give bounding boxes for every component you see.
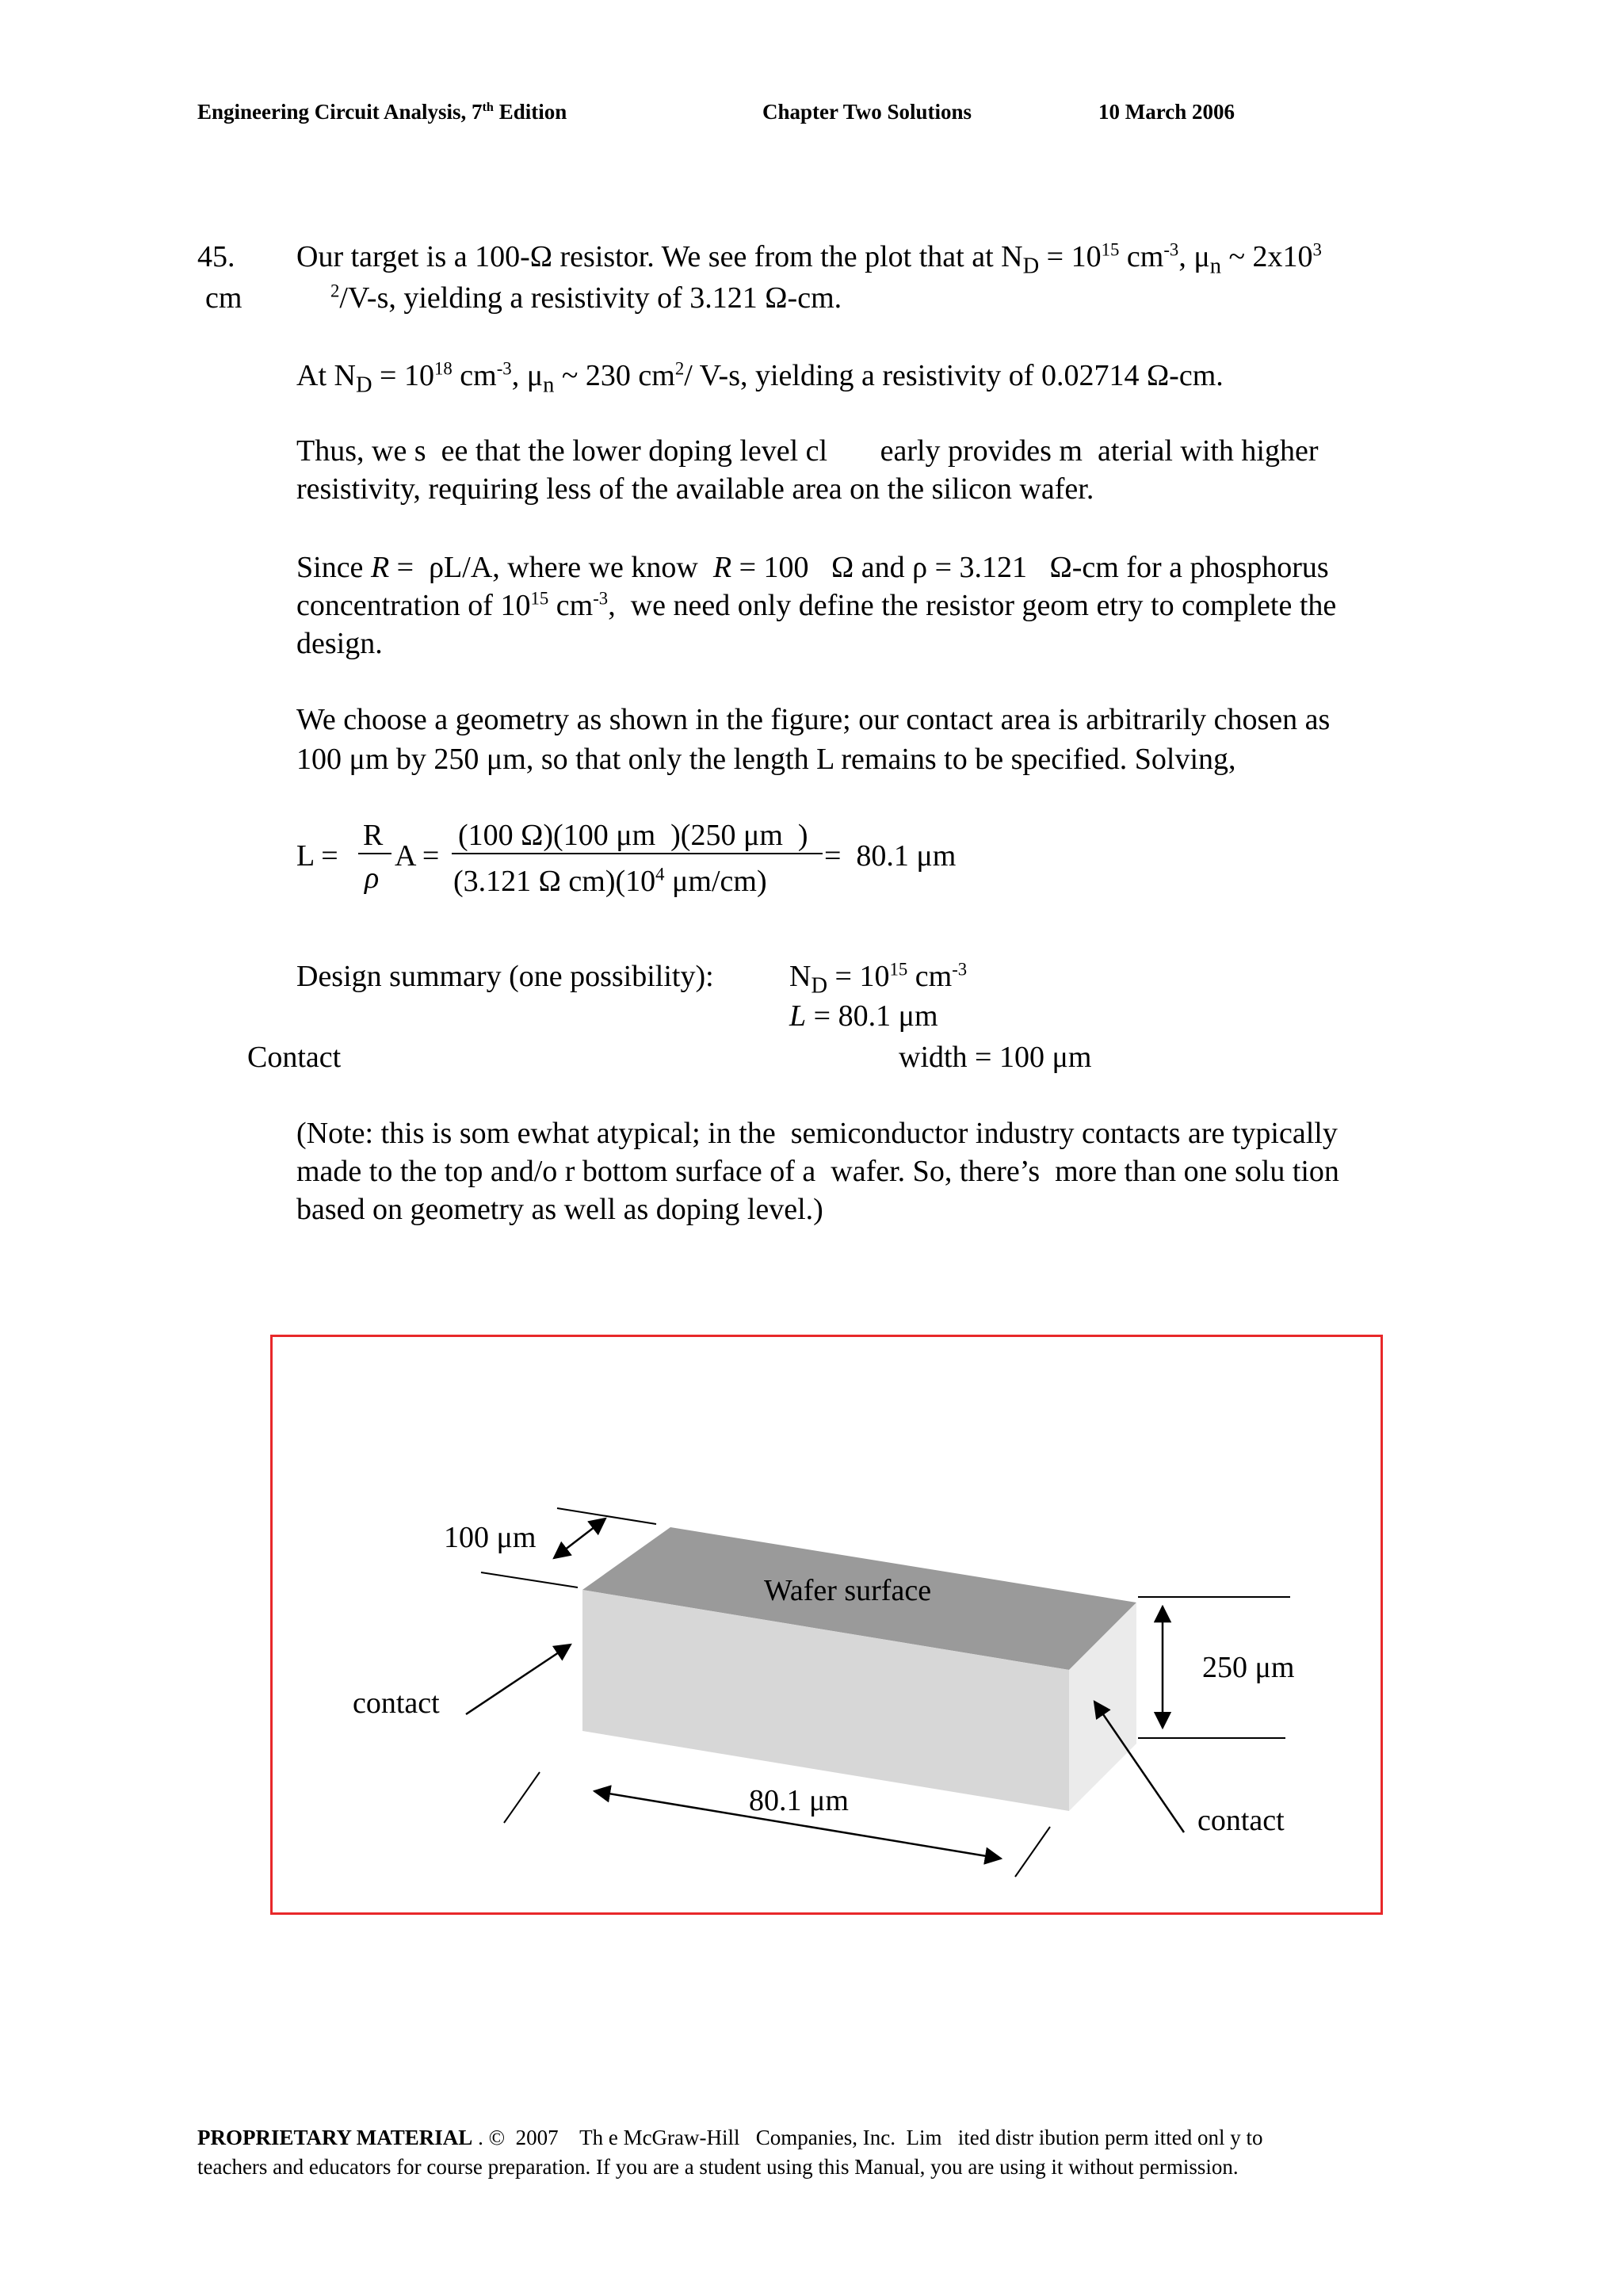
- width-label: 100 μm: [444, 1521, 537, 1554]
- equation-lhs: L =: [296, 839, 338, 873]
- header-book-title: Engineering Circuit Analysis, 7th Edition: [197, 100, 567, 124]
- problem-line-2: $^2$/V-s, yielding a resistivity of 3.121 Ω-cm.: [330, 281, 842, 315]
- equation-mid: A =: [395, 839, 440, 873]
- summary-doping: $N_D = 10^{15}$ $cm^{-3}$: [789, 959, 968, 999]
- height-label: 250 μm: [1202, 1651, 1295, 1684]
- paragraph-since-line-3: design.: [296, 627, 383, 660]
- footer-line-1: PROPRIETARY MATERIAL . © 2007 Th e McGraw-Hill Companies, Inc. Lim ited distr ibution perm itted onl y to: [197, 2126, 1263, 2149]
- paragraph-geometry-line-1: We choose a geometry as shown in the figure; our contact area is arbitrarily chosen as: [296, 703, 1331, 736]
- contact-left-label: contact: [353, 1687, 440, 1720]
- paragraph-since-line-1: Since R = ρL/A, where we know R = 100 Ω and ρ = 3.121 Ω-cm for a phosphorus: [296, 551, 1329, 584]
- length-ext-line-right: [1015, 1827, 1050, 1877]
- figure-frame: [270, 1335, 1383, 1915]
- note-line-3: based on geometry as well as doping level.): [296, 1193, 823, 1226]
- paragraph-conclusion-line-2: resistivity, requiring less of the available area on the silicon wafer.: [296, 472, 1094, 506]
- note-line-2: made to the top and/o r bottom surface of a wafer. So, there’s more than one solu tion: [296, 1155, 1339, 1188]
- wafer-surface-label: Wafer surface: [764, 1574, 932, 1607]
- contact-right-label: contact: [1197, 1804, 1285, 1837]
- equation-frac1-bar: [358, 853, 391, 854]
- problem-number: 45.: [197, 240, 235, 273]
- problem-line-1: Our target is a 100-Ω resistor. We see from the plot that at $N_D = 10^{15}$ $cm^{-3}$, $\mu_n$ ~ $2x10^3$: [296, 239, 1322, 279]
- width-ext-line-bottom: [481, 1572, 578, 1587]
- length-ext-line-left: [504, 1772, 540, 1823]
- equation-denominator: (3.121 Ω $cm)(10^4$ μm/cm): [453, 864, 767, 898]
- summary-width: width = 100 μm: [899, 1041, 1092, 1074]
- equation-frac1-numerator: R: [363, 819, 384, 852]
- equation-frac1-denominator: ρ: [365, 861, 380, 895]
- equation-main-bar: [452, 853, 823, 854]
- note-line-1: (Note: this is som ewhat atypical; in the semiconductor industry contacts are typically: [296, 1117, 1338, 1150]
- contact-left-pointer: [466, 1645, 571, 1714]
- equation-result: = 80.1 μm: [824, 839, 957, 873]
- header-date: 10 March 2006: [1098, 100, 1235, 124]
- width-dimension-arrow: [554, 1519, 605, 1558]
- header-chapter: Chapter Two Solutions: [762, 100, 972, 124]
- paragraph-since-line-2: concentration of $10^{15}$ $cm^{-3}$, we need only define the resistor geom etry to complete the: [296, 588, 1337, 622]
- paragraph-geometry-line-2: 100 μm by 250 μm, so that only the length L remains to be specified. Solving,: [296, 743, 1236, 776]
- paragraph-conclusion-line-1: Thus, we s ee that the lower doping level cl early provides m aterial with higher: [296, 434, 1319, 468]
- paragraph-heavy-doping: At $N_D = 10^{18}$ $cm^{-3}$, $\mu_n$ ~ 230 $cm^2/$ V-s, yielding a resistivity of 0.02714 Ω-cm.: [296, 358, 1224, 398]
- footer-line-2: teachers and educators for course preparation. If you are a student using this Manual, you are using it without permission.: [197, 2155, 1239, 2179]
- equation-numerator: (100 Ω)(100 μm )(250 μm ): [458, 819, 808, 852]
- resistor-diagram: [273, 1337, 1381, 1912]
- problem-line-2-unit: cm: [205, 281, 242, 315]
- width-ext-line-top: [557, 1508, 656, 1524]
- length-label: 80.1 μm: [749, 1784, 849, 1817]
- summary-length: L = 80.1 μm: [789, 999, 938, 1033]
- summary-label: Design summary (one possibility):: [296, 960, 714, 993]
- summary-contact-label: Contact: [247, 1041, 342, 1074]
